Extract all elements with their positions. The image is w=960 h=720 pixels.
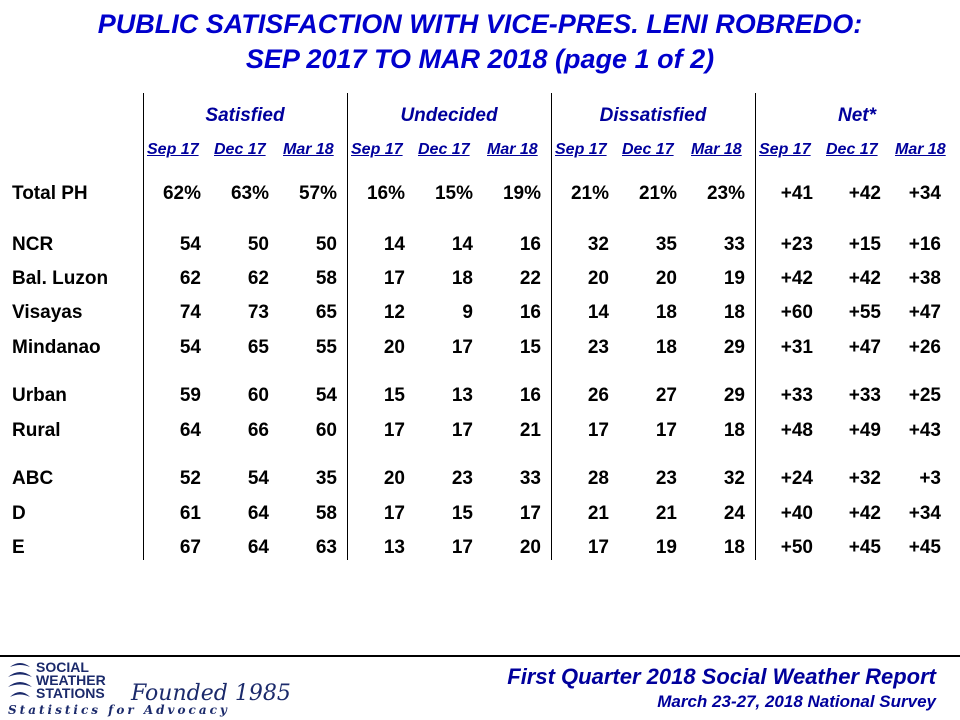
table-cell: 54 — [315, 385, 337, 406]
period-header: Dec 17 — [826, 141, 878, 158]
table-cell: +47 — [908, 302, 941, 323]
table-cell: 64 — [179, 420, 201, 441]
table-cell: 50 — [315, 234, 337, 255]
table-cell: 20 — [383, 337, 405, 358]
table-cell: 62 — [179, 268, 201, 289]
table-cell: +34 — [908, 503, 941, 524]
table-cell: 16 — [519, 302, 541, 323]
table-cell: 17 — [587, 537, 609, 558]
table-cell: 23 — [451, 468, 473, 489]
table-cell: 18 — [655, 302, 677, 323]
table-cell: 54 — [247, 468, 269, 489]
table-cell: +16 — [908, 234, 941, 255]
period-header: Mar 18 — [691, 141, 742, 158]
table-cell: 50 — [247, 234, 269, 255]
table-cell: 16 — [519, 385, 541, 406]
table-cell: 60 — [315, 420, 337, 441]
table-cell: 60 — [247, 385, 269, 406]
table-cell: 17 — [451, 537, 473, 558]
period-header: Dec 17 — [418, 141, 470, 158]
table-cell: 65 — [315, 302, 337, 323]
table-cell: 62% — [162, 183, 201, 204]
period-header: Sep 17 — [351, 141, 403, 158]
table-cell: +40 — [780, 503, 813, 524]
table-cell: 14 — [587, 302, 609, 323]
table-cell: 61 — [179, 503, 201, 524]
sws-logo-icon — [6, 661, 34, 703]
row-label: E — [12, 537, 25, 558]
table-cell: 64 — [247, 537, 269, 558]
table-cell: +33 — [780, 385, 813, 406]
table-cell: 12 — [383, 302, 405, 323]
table-cell: 14 — [383, 234, 405, 255]
column-separator — [755, 93, 756, 560]
table-cell: +47 — [848, 337, 881, 358]
group-header: Net* — [837, 105, 876, 126]
column-separator — [551, 93, 552, 560]
table-cell: +31 — [780, 337, 813, 358]
table-cell: 23 — [587, 337, 609, 358]
period-header: Sep 17 — [147, 141, 199, 158]
table-cell: +38 — [908, 268, 941, 289]
table-cell: 33 — [519, 468, 541, 489]
period-header: Dec 17 — [622, 141, 674, 158]
table-cell: 65 — [247, 337, 269, 358]
table-cell: +42 — [848, 268, 881, 289]
table-cell: 66 — [247, 420, 269, 441]
table-cell: +48 — [780, 420, 813, 441]
period-header: Mar 18 — [283, 141, 334, 158]
table-cell: +26 — [908, 337, 941, 358]
table-cell: 32 — [587, 234, 609, 255]
table-cell: 19 — [655, 537, 677, 558]
table-cell: 17 — [451, 337, 473, 358]
table-cell: 33 — [723, 234, 745, 255]
row-label: D — [12, 503, 26, 524]
table-cell: +3 — [919, 468, 941, 489]
table-cell: +43 — [908, 420, 941, 441]
table-cell: 59 — [179, 385, 201, 406]
table-cell: 74 — [179, 302, 201, 323]
table-cell: 18 — [655, 337, 677, 358]
table-cell: 18 — [723, 420, 745, 441]
table-cell: 16 — [519, 234, 541, 255]
table-cell: 28 — [587, 468, 609, 489]
table-cell: 18 — [451, 268, 473, 289]
row-label: Urban — [12, 385, 67, 406]
table-cell: 13 — [451, 385, 473, 406]
table-cell: +42 — [848, 183, 881, 204]
column-separator — [347, 93, 348, 560]
table-cell: 15 — [519, 337, 541, 358]
table-cell: 63 — [315, 537, 337, 558]
table-cell: 35 — [655, 234, 677, 255]
row-label: Bal. Luzon — [12, 268, 109, 289]
table-cell: 18 — [723, 302, 745, 323]
table-cell: 19% — [502, 183, 541, 204]
logo-tagline: Statistics for Advocacy — [8, 703, 230, 717]
logo-line1: SOCIAL — [36, 659, 89, 675]
page-title-line1: PUBLIC SATISFACTION WITH VICE-PRES. LENI ROBREDO: — [97, 9, 863, 39]
group-header: Satisfied — [205, 105, 285, 126]
table-cell: +42 — [848, 503, 881, 524]
table-cell: +55 — [848, 302, 881, 323]
table-cell: 26 — [587, 385, 609, 406]
row-label: NCR — [12, 234, 54, 255]
table-cell: 58 — [315, 503, 337, 524]
table-cell: +60 — [780, 302, 813, 323]
table-cell: 17 — [451, 420, 473, 441]
table-cell: 15 — [383, 385, 405, 406]
table-cell: 19 — [723, 268, 745, 289]
table-cell: 63% — [230, 183, 269, 204]
logo-wordmark — [36, 661, 106, 700]
table-cell: 20 — [519, 537, 541, 558]
table-cell: 21 — [587, 503, 609, 524]
table-cell: +24 — [780, 468, 813, 489]
table-cell: 17 — [383, 503, 405, 524]
period-header: Dec 17 — [214, 141, 266, 158]
row-label: Mindanao — [12, 337, 101, 358]
row-label: Visayas — [12, 302, 83, 323]
table-cell: 17 — [383, 268, 405, 289]
table-cell: +42 — [780, 268, 813, 289]
table-cell: +45 — [908, 537, 941, 558]
logo-line2: WEATHER — [36, 672, 106, 688]
table-cell: 55 — [315, 337, 337, 358]
table-cell: 23 — [655, 468, 677, 489]
table-cell: +15 — [848, 234, 881, 255]
column-separator — [143, 93, 144, 560]
table-cell: +49 — [848, 420, 881, 441]
table-cell: 15% — [434, 183, 473, 204]
period-header: Sep 17 — [759, 141, 811, 158]
footer-divider — [0, 655, 960, 657]
table-cell: 57% — [298, 183, 337, 204]
table-cell: 20 — [383, 468, 405, 489]
table-cell: 13 — [383, 537, 405, 558]
table-cell: 17 — [655, 420, 677, 441]
group-header: Dissatisfied — [599, 105, 707, 126]
table-cell: 9 — [462, 302, 473, 323]
report-title: First Quarter 2018 Social Weather Report — [507, 664, 936, 689]
row-label: Total PH — [12, 183, 88, 204]
row-label: Rural — [12, 420, 61, 441]
table-cell: 73 — [247, 302, 269, 323]
table-cell: +45 — [848, 537, 881, 558]
table-cell: 21 — [519, 420, 541, 441]
table-cell: 20 — [655, 268, 677, 289]
table-cell: 67 — [179, 537, 201, 558]
table-cell: +23 — [780, 234, 813, 255]
table-cell: 29 — [723, 385, 745, 406]
table-cell: 17 — [519, 503, 541, 524]
table-cell: 58 — [315, 268, 337, 289]
table-cell: 52 — [179, 468, 201, 489]
logo-line3: STATIONS — [36, 685, 105, 701]
table-cell: 21% — [570, 183, 609, 204]
table-cell: 64 — [247, 503, 269, 524]
period-header: Sep 17 — [555, 141, 607, 158]
table-cell: 21 — [655, 503, 677, 524]
row-label: ABC — [12, 468, 54, 489]
table-cell: 29 — [723, 337, 745, 358]
table-cell: +33 — [848, 385, 881, 406]
table-cell: 21% — [638, 183, 677, 204]
table-cell: 14 — [451, 234, 473, 255]
table-cell: 22 — [519, 268, 541, 289]
table-cell: 27 — [655, 385, 677, 406]
table-cell: +50 — [780, 537, 813, 558]
table-cell: 18 — [723, 537, 745, 558]
table-cell: +34 — [908, 183, 941, 204]
table-cell: 23% — [706, 183, 745, 204]
table-cell: 24 — [723, 503, 745, 524]
table-cell: 32 — [723, 468, 745, 489]
table-cell: +41 — [780, 183, 813, 204]
page-title-line2: SEP 2017 TO MAR 2018 (page 1 of 2) — [245, 44, 715, 74]
logo-founded: Founded 1985 — [131, 681, 291, 706]
sws-logo — [6, 659, 291, 717]
table-cell: 17 — [587, 420, 609, 441]
table-cell: 62 — [247, 268, 269, 289]
table-cell: 17 — [383, 420, 405, 441]
period-header: Mar 18 — [895, 141, 946, 158]
table-cell: 54 — [179, 337, 201, 358]
table-cell: 35 — [315, 468, 337, 489]
group-header: Undecided — [400, 105, 498, 126]
survey-dates: March 23-27, 2018 National Survey — [657, 692, 936, 711]
table-cell: 54 — [179, 234, 201, 255]
table-cell: 16% — [366, 183, 405, 204]
period-header: Mar 18 — [487, 141, 538, 158]
table-cell: +25 — [908, 385, 941, 406]
table-cell: 15 — [451, 503, 473, 524]
table-cell: +32 — [848, 468, 881, 489]
table-cell: 20 — [587, 268, 609, 289]
